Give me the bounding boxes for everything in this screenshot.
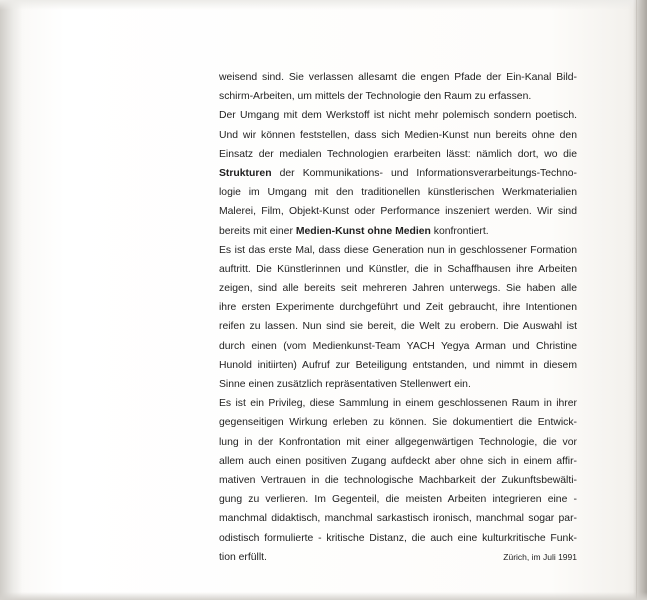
text-line: Und wir können feststellen, dass sich Medien-Kunst nun bereits ohne den xyxy=(219,129,577,141)
text-run: tion erfüllt. xyxy=(219,551,267,563)
text-line: Malerei, Film, Objekt-Kunst oder Performance inszeniert werden. Wir sind xyxy=(219,206,577,218)
text-run: bereits mit einer xyxy=(219,225,296,237)
top-edge-shadow xyxy=(0,0,647,10)
text-line xyxy=(219,222,577,241)
bottom-edge-shadow xyxy=(0,592,647,600)
text-line: mativen Vertrauen in die technologische Machbarkeit der Zukunftsbewälti- xyxy=(219,474,577,486)
emphasis-strukturen: Strukturen xyxy=(219,167,272,179)
text-line xyxy=(219,164,577,183)
text-line: reifen zu lassen. Nun sind sie bereit, die Welt zu erobern. Die Auswahl ist xyxy=(219,321,577,333)
text-line: Der Umgang mit dem Werkstoff ist nicht mehr polemisch sondern poetisch. xyxy=(219,110,577,122)
text-run: konfrontiert. xyxy=(430,225,489,237)
text-line: Es ist das erste Mal, dass diese Generation nun in geschlossener Formation xyxy=(219,244,577,256)
text-line: weisend sind. Sie verlassen allesamt die engen Pfade der Ein-Kanal Bild- xyxy=(219,72,577,83)
text-line: schirm-Arbeiten, um mittels der Technologie den Raum zu erfassen. xyxy=(219,91,532,103)
text-line: durch einen (vom Medienkunst-Team YACH Yegya Arman und Christine xyxy=(219,340,577,352)
text-line xyxy=(219,548,577,567)
emphasis-medien-kunst: Medien-Kunst ohne Medien xyxy=(295,225,431,237)
text-line: gung zu verlieren. Im Gegenteil, die meisten Arbeiten integrieren eine - xyxy=(219,494,577,506)
text-line: zeigen, sind alle bereits seit mehreren Jahren unterwegs. Sie haben alle xyxy=(219,283,577,295)
body-text xyxy=(219,68,577,567)
text-line: gegenseitigen Wirkung erleben zu können. Sie dokumentiert die Entwick- xyxy=(219,417,577,429)
signature-date: Zürich, im Juli 1991 xyxy=(503,551,577,562)
text-line: Einsatz der medialen Technologien erarbeiten lässt: nämlich dort, wo die xyxy=(219,148,577,160)
text-line: ihre ersten Experimente durchgeführt und Zeit gebraucht, ihre Intentionen xyxy=(219,302,577,314)
text-line: auftritt. Die Künstlerinnen und Künstler, die in Schaffhausen ihre Arbeiten xyxy=(219,263,577,275)
text-line: odistisch formulierte - kritische Distanz, die auch eine kulturkritische Funk- xyxy=(219,532,577,544)
page-edge-line xyxy=(636,0,637,600)
text-line: Sinne einen zusätzlich repräsentativen Stellenwert ein. xyxy=(219,379,471,390)
text-line: lung in der Konfrontation mit einer allgegenwärtigen Technologie, die vor xyxy=(219,436,577,448)
text-line: logie im Umgang mit den traditionellen künstlerischen Werkmaterialien xyxy=(219,187,577,199)
page-gutter-shadow xyxy=(0,0,22,600)
text-line: manchmal didaktisch, manchmal sarkastisch ironisch, manchmal sogar par- xyxy=(219,513,577,525)
text-line: Hunold initiirten) Aufruf zur Beteiligung entstanden, und nimmt in diesem xyxy=(219,359,577,371)
text-line: allem auch einen positiven Zugang aufdeckt aber ohne sich in einem affir- xyxy=(219,455,577,467)
text-line: Es ist ein Privileg, diese Sammlung in einem geschlossenen Raum in ihrer xyxy=(219,398,577,410)
text-run: der Kommunikations- und Informationsverarbeitungs-Techno- xyxy=(271,167,577,179)
